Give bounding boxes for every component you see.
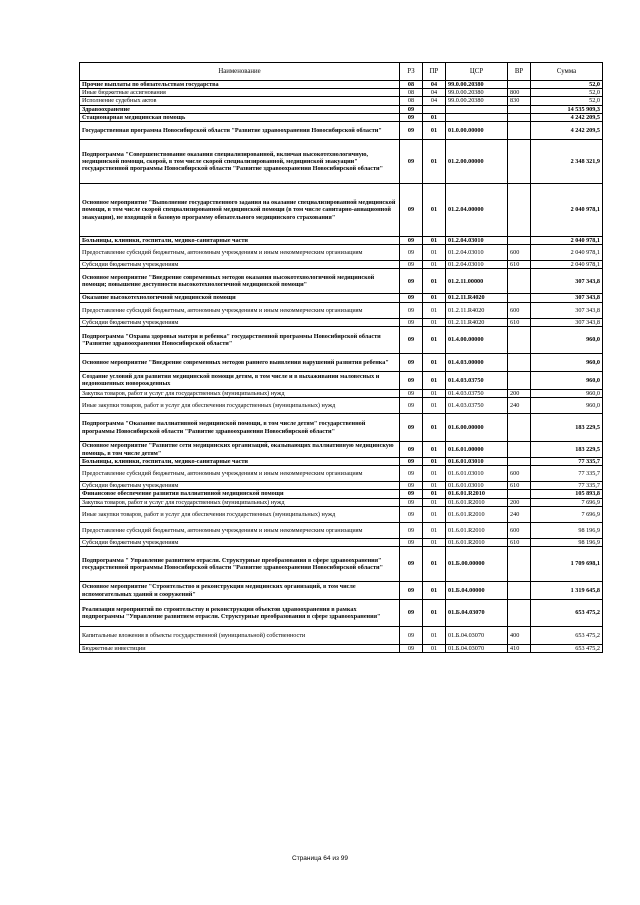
- cell-name: Финансовое обеспечение развития паллиативной медицинской помощи: [80, 490, 400, 498]
- table-row: [80, 237, 603, 245]
- cell-csr: 01.6.01.R2010: [446, 498, 508, 506]
- cell-vr: 610: [508, 318, 531, 326]
- cell-sum: 52,0: [531, 81, 603, 89]
- table-row: [80, 582, 603, 600]
- cell-csr: 01.6.01.00000: [446, 442, 508, 458]
- table-row: [80, 184, 603, 237]
- cell-sum: 307 343,8: [531, 269, 603, 294]
- cell-vr: [508, 105, 531, 113]
- cell-rz: 09: [400, 184, 423, 237]
- cell-pr: 01: [423, 547, 446, 582]
- cell-name: Основное мероприятие "Внедрение современных методов раннего выявления нарушений развития ребенка": [80, 353, 400, 371]
- cell-rz: 09: [400, 538, 423, 546]
- table-row: [80, 389, 603, 397]
- cell-sum: 105 893,8: [531, 490, 603, 498]
- cell-sum: 2 040 978,1: [531, 184, 603, 237]
- cell-rz: 09: [400, 113, 423, 121]
- cell-vr: [508, 113, 531, 121]
- cell-pr: 04: [423, 97, 446, 105]
- cell-sum: 1 319 645,8: [531, 582, 603, 600]
- cell-name: Исполнение судебных актов: [80, 97, 400, 105]
- table-row: [80, 302, 603, 318]
- cell-csr: 01.6.00.00000: [446, 414, 508, 442]
- cell-name: Субсидии бюджетным учреждениям: [80, 482, 400, 490]
- cell-pr: 01: [423, 490, 446, 498]
- cell-vr: 240: [508, 506, 531, 522]
- cell-sum: 183 229,5: [531, 442, 603, 458]
- cell-pr: 01: [423, 582, 446, 600]
- cell-csr: 01.6.01.R2010: [446, 538, 508, 546]
- cell-sum: 7 696,9: [531, 498, 603, 506]
- cell-vr: [508, 237, 531, 245]
- cell-csr: 01.2.11.R4020: [446, 318, 508, 326]
- cell-name: Подпрограмма "Оказание паллиативной медицинской помощи, в том числе детям" государственной программы Новосибирской области "Развитие здравоохранения Новосибирской области": [80, 414, 400, 442]
- cell-csr: 01.Б.04.03070: [446, 627, 508, 645]
- cell-rz: 09: [400, 245, 423, 261]
- cell-rz: 09: [400, 389, 423, 397]
- cell-pr: 01: [423, 184, 446, 237]
- cell-pr: 01: [423, 442, 446, 458]
- cell-pr: 01: [423, 371, 446, 389]
- cell-vr: 600: [508, 466, 531, 482]
- cell-vr: [508, 442, 531, 458]
- cell-csr: [446, 113, 508, 121]
- cell-pr: 01: [423, 506, 446, 522]
- cell-sum: 2 040 978,1: [531, 245, 603, 261]
- cell-sum: 307 343,8: [531, 294, 603, 302]
- cell-vr: [508, 122, 531, 140]
- cell-rz: 09: [400, 140, 423, 184]
- cell-pr: 01: [423, 326, 446, 353]
- table-row: [80, 645, 603, 653]
- cell-pr: 01: [423, 458, 446, 466]
- table-row: [80, 506, 603, 522]
- cell-vr: 200: [508, 498, 531, 506]
- table-row: [80, 353, 603, 371]
- cell-vr: 610: [508, 538, 531, 546]
- cell-rz: 09: [400, 122, 423, 140]
- cell-sum: 307 343,8: [531, 302, 603, 318]
- cell-rz: 08: [400, 97, 423, 105]
- table-row: [80, 498, 603, 506]
- table-row: [80, 113, 603, 121]
- cell-rz: 09: [400, 269, 423, 294]
- cell-csr: 01.6.01.R2010: [446, 522, 508, 538]
- cell-rz: 09: [400, 318, 423, 326]
- cell-name: Больницы, клиники, госпитали, медико-санитарные части: [80, 458, 400, 466]
- cell-name: Капитальные вложения в объекты государственной (муниципальной) собственности: [80, 627, 400, 645]
- header-sum: Сумма: [531, 63, 603, 81]
- cell-pr: 01: [423, 482, 446, 490]
- cell-name: Основное мероприятие "Развитие сети медицинских организаций, оказывающих паллиативную медицинскую помощь, в том числе детям": [80, 442, 400, 458]
- table-row: [80, 318, 603, 326]
- cell-vr: [508, 582, 531, 600]
- cell-pr: 01: [423, 261, 446, 269]
- cell-rz: 09: [400, 466, 423, 482]
- cell-sum: 7 696,9: [531, 506, 603, 522]
- cell-name: Иные бюджетные ассигнования: [80, 89, 400, 97]
- cell-rz: 09: [400, 506, 423, 522]
- cell-pr: 01: [423, 353, 446, 371]
- table-row: [80, 458, 603, 466]
- cell-sum: 960,0: [531, 371, 603, 389]
- cell-vr: [508, 458, 531, 466]
- cell-vr: 240: [508, 398, 531, 414]
- cell-pr: 01: [423, 498, 446, 506]
- cell-vr: [508, 140, 531, 184]
- cell-rz: 08: [400, 89, 423, 97]
- table-row: [80, 81, 603, 89]
- cell-sum: 307 343,8: [531, 318, 603, 326]
- cell-name: Больницы, клиники, госпитали, медико-санитарные части: [80, 237, 400, 245]
- table-row: [80, 140, 603, 184]
- cell-pr: 01: [423, 538, 446, 546]
- cell-csr: 01.4.03.03750: [446, 398, 508, 414]
- cell-sum: 653 475,2: [531, 627, 603, 645]
- cell-sum: 960,0: [531, 326, 603, 353]
- cell-sum: 1 709 698,1: [531, 547, 603, 582]
- cell-csr: 01.6.01.R2010: [446, 506, 508, 522]
- cell-sum: 4 242 209,5: [531, 113, 603, 121]
- cell-pr: 04: [423, 89, 446, 97]
- cell-name: Предоставление субсидий бюджетным, автономным учреждениям и иным некоммерческим организациям: [80, 466, 400, 482]
- cell-rz: 09: [400, 482, 423, 490]
- cell-csr: 01.4.03.03750: [446, 371, 508, 389]
- cell-name: Основное мероприятие "Выполнение государственного задания на оказание специализированной медицинской помощи, в том числе скорой специализированной медицинской помощи (в том числе санитарно-авиационной эвакуации), не входящей в базовую программу обязательного медицинского страхования": [80, 184, 400, 237]
- cell-rz: 09: [400, 627, 423, 645]
- cell-pr: 01: [423, 522, 446, 538]
- cell-csr: 99.0.00.20380: [446, 81, 508, 89]
- cell-vr: [508, 294, 531, 302]
- cell-vr: [508, 326, 531, 353]
- table-row: [80, 547, 603, 582]
- cell-name: Иные закупки товаров, работ и услуг для обеспечения государственных (муниципальных) нужд: [80, 506, 400, 522]
- table-row: [80, 326, 603, 353]
- table-row: [80, 466, 603, 482]
- cell-vr: 410: [508, 645, 531, 653]
- cell-rz: 09: [400, 261, 423, 269]
- table-row: [80, 482, 603, 490]
- table-row: [80, 442, 603, 458]
- cell-csr: 99.0.00.20380: [446, 89, 508, 97]
- cell-pr: 01: [423, 245, 446, 261]
- cell-sum: 960,0: [531, 398, 603, 414]
- budget-table: [79, 62, 603, 653]
- cell-sum: 2 040 978,1: [531, 237, 603, 245]
- cell-rz: 09: [400, 237, 423, 245]
- header-vr: ВР: [508, 63, 531, 81]
- cell-csr: 99.0.00.20380: [446, 97, 508, 105]
- cell-name: Субсидии бюджетным учреждениям: [80, 261, 400, 269]
- cell-name: Государственная программа Новосибирской области "Развитие здравоохранения Новосибирской области": [80, 122, 400, 140]
- cell-vr: [508, 490, 531, 498]
- cell-csr: 01.0.00.00000: [446, 122, 508, 140]
- cell-csr: 01.6.01.03010: [446, 458, 508, 466]
- cell-sum: 77 335,7: [531, 482, 603, 490]
- cell-csr: 01.4.03.03750: [446, 389, 508, 397]
- table-row: [80, 269, 603, 294]
- cell-rz: 09: [400, 326, 423, 353]
- cell-rz: 08: [400, 81, 423, 89]
- cell-csr: 01.Б.04.03070: [446, 600, 508, 627]
- cell-sum: 98 196,9: [531, 522, 603, 538]
- cell-vr: 200: [508, 389, 531, 397]
- cell-pr: 01: [423, 398, 446, 414]
- cell-name: Создание условий для развития медицинской помощи детям, в том числе и в выхаживании маловесных и недоношенных новорожденных: [80, 371, 400, 389]
- cell-name: Основное мероприятие "Внедрение современных методов оказания высокотехнологичной медицинской помощи; повышение доступности высокотехнологичной медицинской помощи": [80, 269, 400, 294]
- cell-pr: 04: [423, 81, 446, 89]
- cell-pr: 01: [423, 627, 446, 645]
- cell-csr: 01.2.04.03010: [446, 237, 508, 245]
- cell-csr: 01.2.11.00000: [446, 269, 508, 294]
- cell-rz: 09: [400, 353, 423, 371]
- cell-vr: 600: [508, 522, 531, 538]
- cell-pr: 01: [423, 600, 446, 627]
- cell-sum: 653 475,2: [531, 645, 603, 653]
- cell-vr: 600: [508, 245, 531, 261]
- cell-name: Предоставление субсидий бюджетным, автономным учреждениям и иным некоммерческим организациям: [80, 302, 400, 318]
- cell-vr: 610: [508, 261, 531, 269]
- cell-name: Подпрограмма " Управление развитием отрасли. Структурные преобразования в сфере здравоохранения" государственной программы Новосибирской области "Развитие здравоохранения Новосибирской области": [80, 547, 400, 582]
- cell-pr: 01: [423, 389, 446, 397]
- cell-name: Стационарная медицинская помощь: [80, 113, 400, 121]
- cell-vr: [508, 547, 531, 582]
- cell-name: Оказание высокотехнологичной медицинской помощи: [80, 294, 400, 302]
- table-row: [80, 627, 603, 645]
- cell-rz: 09: [400, 498, 423, 506]
- cell-rz: 09: [400, 294, 423, 302]
- cell-name: Предоставление субсидий бюджетным, автономным учреждениям и иным некоммерческим организациям: [80, 245, 400, 261]
- cell-vr: 600: [508, 302, 531, 318]
- cell-csr: 01.2.11.R4020: [446, 302, 508, 318]
- cell-csr: 01.2.04.00000: [446, 184, 508, 237]
- cell-vr: 830: [508, 97, 531, 105]
- table-row: [80, 414, 603, 442]
- table-row: [80, 245, 603, 261]
- cell-pr: 01: [423, 318, 446, 326]
- cell-vr: 400: [508, 627, 531, 645]
- cell-sum: 960,0: [531, 389, 603, 397]
- cell-rz: 09: [400, 302, 423, 318]
- cell-sum: 960,0: [531, 353, 603, 371]
- cell-name: Подпрограмма "Охрана здоровья матери и ребенка" государственной программы Новосибирской области "Развитие здравоохранения Новосибирской области": [80, 326, 400, 353]
- cell-rz: 09: [400, 600, 423, 627]
- table-row: [80, 600, 603, 627]
- table-row: [80, 490, 603, 498]
- table-row: [80, 89, 603, 97]
- table-row: [80, 398, 603, 414]
- cell-pr: 01: [423, 645, 446, 653]
- cell-name: Субсидии бюджетным учреждениям: [80, 318, 400, 326]
- cell-csr: 01.Б.04.00000: [446, 582, 508, 600]
- cell-sum: 2 040 978,1: [531, 261, 603, 269]
- cell-sum: 98 196,9: [531, 538, 603, 546]
- table-row: [80, 122, 603, 140]
- cell-csr: 01.6.01.03010: [446, 466, 508, 482]
- cell-csr: 01.4.03.00000: [446, 353, 508, 371]
- table-row: [80, 538, 603, 546]
- cell-name: Закупка товаров, работ и услуг для государственных (муниципальных) нужд: [80, 389, 400, 397]
- cell-csr: 01.4.00.00000: [446, 326, 508, 353]
- cell-rz: 09: [400, 522, 423, 538]
- cell-rz: 09: [400, 371, 423, 389]
- cell-vr: [508, 371, 531, 389]
- cell-name: Предоставление субсидий бюджетным, автономным учреждениям и иным некоммерческим организациям: [80, 522, 400, 538]
- cell-rz: 09: [400, 547, 423, 582]
- cell-pr: 01: [423, 466, 446, 482]
- cell-sum: 183 229,5: [531, 414, 603, 442]
- page-number: Страница 64 из 99: [292, 855, 348, 862]
- cell-vr: 610: [508, 482, 531, 490]
- cell-sum: 52,0: [531, 97, 603, 105]
- cell-pr: 01: [423, 237, 446, 245]
- cell-sum: 52,0: [531, 89, 603, 97]
- cell-name: Основное мероприятие "Строительство и реконструкция медицинских организаций, в том числе вспомогательных зданий и сооружений": [80, 582, 400, 600]
- cell-rz: 09: [400, 645, 423, 653]
- cell-csr: 01.2.04.03010: [446, 261, 508, 269]
- cell-name: Субсидии бюджетным учреждениям: [80, 538, 400, 546]
- table-row: [80, 105, 603, 113]
- cell-name: Здравоохранение: [80, 105, 400, 113]
- cell-name: Прочие выплаты по обязательствам государства: [80, 81, 400, 89]
- cell-sum: 77 335,7: [531, 466, 603, 482]
- table-row: [80, 261, 603, 269]
- cell-csr: 01.2.04.03010: [446, 245, 508, 261]
- cell-name: Бюджетные инвестиции: [80, 645, 400, 653]
- cell-csr: 01.Б.04.03070: [446, 645, 508, 653]
- cell-sum: 2 348 321,9: [531, 140, 603, 184]
- header-name: Наименование: [80, 63, 400, 81]
- cell-pr: 01: [423, 113, 446, 121]
- cell-vr: [508, 600, 531, 627]
- cell-csr: 01.Б.00.00000: [446, 547, 508, 582]
- cell-vr: [508, 269, 531, 294]
- cell-name: Закупка товаров, работ и услуг для государственных (муниципальных) нужд: [80, 498, 400, 506]
- cell-vr: [508, 353, 531, 371]
- cell-name: Реализация мероприятий по строительству и реконструкции объектов здравоохранения в рамках подпрограммы "Управление развитием отрасли. Структурные преобразования в сфере здравоохранения": [80, 600, 400, 627]
- cell-pr: 01: [423, 122, 446, 140]
- cell-csr: 01.2.11.R4020: [446, 294, 508, 302]
- cell-pr: 01: [423, 294, 446, 302]
- cell-pr: 01: [423, 414, 446, 442]
- cell-vr: [508, 81, 531, 89]
- cell-rz: 09: [400, 458, 423, 466]
- header-pr: ПР: [423, 63, 446, 81]
- cell-vr: 800: [508, 89, 531, 97]
- cell-csr: 01.6.01.R2010: [446, 490, 508, 498]
- cell-rz: 09: [400, 582, 423, 600]
- cell-vr: [508, 184, 531, 237]
- cell-name: Подпрограмма "Совершенствование оказания специализированной, включая высокотехнологичную, медицинской помощи, скорой, в том числе скорой специализированной, медицинской эвакуации" государственной программы Новосибирской области "Развитие здравоохранения Новосибирской области": [80, 140, 400, 184]
- table-body: [80, 81, 603, 653]
- cell-name: Иные закупки товаров, работ и услуг для обеспечения государственных (муниципальных) нужд: [80, 398, 400, 414]
- cell-pr: 01: [423, 140, 446, 184]
- cell-rz: 09: [400, 105, 423, 113]
- cell-rz: 09: [400, 398, 423, 414]
- cell-pr: 01: [423, 269, 446, 294]
- cell-csr: 01.2.00.00000: [446, 140, 508, 184]
- cell-rz: 09: [400, 414, 423, 442]
- cell-rz: 09: [400, 442, 423, 458]
- cell-sum: 14 535 909,3: [531, 105, 603, 113]
- cell-sum: 653 475,2: [531, 600, 603, 627]
- header-csr: ЦСР: [446, 63, 508, 81]
- cell-csr: 01.6.01.03010: [446, 482, 508, 490]
- table-row: [80, 371, 603, 389]
- cell-csr: [446, 105, 508, 113]
- cell-rz: 09: [400, 490, 423, 498]
- header-rz: РЗ: [400, 63, 423, 81]
- cell-pr: [423, 105, 446, 113]
- cell-sum: 4 242 209,5: [531, 122, 603, 140]
- table-row: [80, 522, 603, 538]
- cell-pr: 01: [423, 302, 446, 318]
- cell-sum: 77 335,7: [531, 458, 603, 466]
- table-header: [80, 63, 603, 81]
- cell-vr: [508, 414, 531, 442]
- table-row: [80, 97, 603, 105]
- table-row: [80, 294, 603, 302]
